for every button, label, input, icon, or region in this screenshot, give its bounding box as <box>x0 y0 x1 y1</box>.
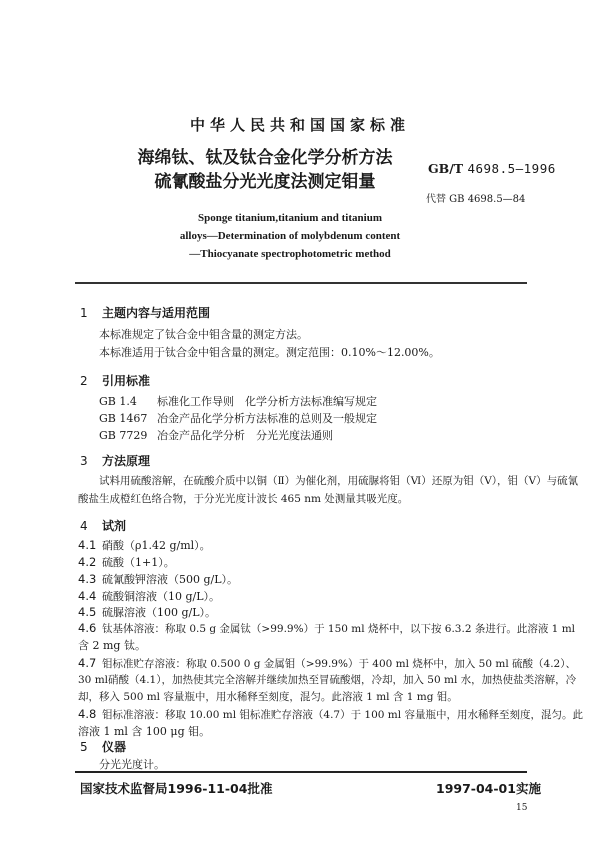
reagent-item-4-7: 4.7 钼标准贮存溶液：称取 0.500 0 g 金属钼（>99.9%）于 400 ml 烧杯中，加入 50 ml 硫酸（4.2）、 <box>78 656 576 670</box>
standard-code <box>428 161 556 176</box>
title-cn-line-1: 海绵钛、钛及钛合金化学分析方法 <box>137 148 393 168</box>
title-en-line-1: Sponge titanium,titanium and titanium <box>198 212 382 224</box>
reagent-item-4-3: 4.3 硫氰酸钾溶液（500 g/L）。 <box>78 572 239 586</box>
title-en-line-3: —Thiocyanate spectrophotometric method <box>189 248 391 260</box>
reagent-item-4-7-cont-1: 30 ml硝酸（4.1），加热使其完全溶解并继续加热至冒硫酸烟，冷却，加入 50 ml 水，加热使盐类溶解，冷 <box>78 674 577 686</box>
section-3-heading: 3 方法原理 <box>80 454 151 468</box>
replaces-note: 代替 GB 4698.5—84 <box>426 194 526 205</box>
section-5-line-1: 分光光度计。 <box>99 758 165 771</box>
title-en <box>140 209 440 263</box>
reference-item: GB 1.4 标准化工作导则 化学分析方法标准编写规定 <box>99 395 377 408</box>
reagent-item-4-8: 4.8 钼标准溶液：移取 10.00 ml 钼标准贮存溶液（4.7）于 100 ml 容量瓶中，用水稀释至刻度，混匀。此 <box>78 707 583 721</box>
reference-item: GB 7729 冶金产品化学分析 分光光度法通则 <box>99 429 333 442</box>
standard-number: 4698.5—1996 <box>467 161 556 176</box>
section-3-line-2: 酸盐生成橙红色络合物，于分光光度计波长 465 nm 处测量其吸光度。 <box>78 493 409 505</box>
reagent-item-4-6-cont: 含 2 mg 钛。 <box>78 639 146 652</box>
header-divider <box>75 282 527 284</box>
reagent-item-4-5: 4.5 硫脲溶液（100 g/L）。 <box>78 605 217 619</box>
title-cn-line-2: 硫氰酸盐分光光度法测定钼量 <box>154 172 376 192</box>
reagent-item-4-4: 4.4 硫酸铜溶液（10 g/L）。 <box>78 589 221 603</box>
reagent-item-4-1: 4.1 硝酸（ρ1.42 g/ml）。 <box>78 538 211 552</box>
section-3-line-1: 试料用硫酸溶解，在硫酸介质中以铜（Ⅱ）为催化剂，用硫脲将钼（Ⅵ）还原为钼（Ⅴ），钼（Ⅴ）与硫氰 <box>99 475 579 487</box>
section-1-line-1: 本标准规定了钛合金中钼含量的测定方法。 <box>99 328 308 341</box>
reagent-item-4-7-cont-2: 却，移入 500 ml 容量瓶中，用水稀释至刻度，混匀。此溶液 1 ml 含 1 mg 钼。 <box>78 691 458 703</box>
national-standard-label: 中华人民共和国国家标准 <box>189 116 410 134</box>
section-4-heading: 4 试剂 <box>80 519 127 533</box>
reagent-item-4-6: 4.6 钛基体溶液：称取 0.5 g 金属钛（>99.9%）于 150 ml 烧杯中，以下按 6.3.2 条进行。此溶液 1 ml <box>78 621 576 635</box>
approval-note: 国家技术监督局1996-11-04批准 <box>80 781 273 796</box>
section-2-heading: 2 引用标准 <box>80 374 151 388</box>
reagent-item-4-8-cont: 溶液 1 ml 含 100 μg 钼。 <box>78 725 211 738</box>
title-en-line-2: alloys—Determination of molybdenum content <box>179 230 401 242</box>
page-number: 15 <box>516 803 528 813</box>
section-1-line-2: 本标准适用于钛合金中钼含量的测定。测定范围：0.10%～12.00%。 <box>99 346 440 359</box>
section-1-heading: 1 主题内容与适用范围 <box>80 306 211 320</box>
reagent-item-4-2: 4.2 硫酸（1+1）。 <box>78 555 175 569</box>
effective-date-note: 1997-04-01实施 <box>436 781 541 796</box>
standard-prefix: GB/T <box>428 161 464 176</box>
reference-item: GB 1467 冶金产品化学分析方法标准的总则及一般规定 <box>99 412 377 425</box>
footer-divider <box>75 771 527 773</box>
section-5-heading: 5 仪器 <box>80 740 127 754</box>
